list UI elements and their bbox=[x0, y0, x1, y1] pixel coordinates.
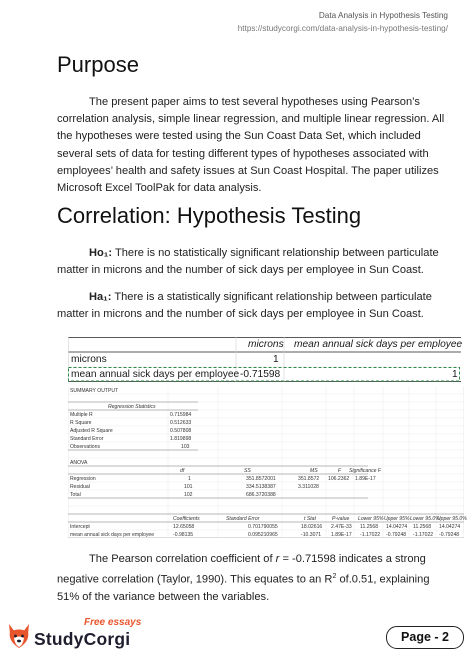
coef-header: Standard Error bbox=[226, 516, 260, 522]
anova-header-f: F bbox=[338, 468, 342, 474]
header-url[interactable]: https://studycorgi.com/data-analysis-in-hypothesis-testing/ bbox=[237, 24, 448, 33]
ho-label: Ho₁: bbox=[89, 247, 113, 259]
reg-stat-label: Multiple R bbox=[70, 412, 93, 418]
corr-row2-val1: -0.71598 bbox=[240, 369, 281, 380]
coef-cell: 2.47E-33 bbox=[331, 524, 352, 530]
coef-header: Coefficients bbox=[173, 516, 200, 522]
anova-header-sig: Significance F bbox=[349, 468, 381, 474]
coef-cell: 14.04274 bbox=[386, 524, 408, 530]
coef-cell: 11.2568 bbox=[413, 524, 432, 530]
coef-cell: 12.65058 bbox=[173, 524, 195, 530]
reg-stat-value: 1.819898 bbox=[170, 436, 192, 442]
anova-header-ss: SS bbox=[244, 468, 251, 474]
anova-cell: 351.8572 bbox=[298, 476, 320, 482]
anova-cell: 1.89E-17 bbox=[355, 476, 376, 482]
anova-cell: 106.2362 bbox=[328, 476, 350, 482]
anova-cell: 686.3720388 bbox=[246, 492, 276, 498]
alt-hypothesis bbox=[57, 289, 445, 323]
summary-title: SUMMARY OUTPUT bbox=[70, 388, 119, 394]
coef-header: P-value bbox=[332, 516, 350, 522]
coef-cell: -1.17022 bbox=[413, 532, 434, 538]
corr-row-sickdays bbox=[68, 367, 461, 382]
corr-col-sickdays: mean annual sick days per employee bbox=[294, 339, 463, 350]
coef-cell: -1.17022 bbox=[360, 532, 381, 538]
reg-stat-label: R Square bbox=[70, 420, 92, 426]
anova-row-label: Total bbox=[70, 492, 81, 498]
coef-cell: 11.2568 bbox=[360, 524, 379, 530]
corr-header-row bbox=[68, 337, 461, 352]
ha-label: Ha₁: bbox=[89, 291, 112, 303]
corr-col-microns: microns bbox=[248, 339, 284, 350]
coef-cell: 14.04274 bbox=[439, 524, 461, 530]
coef-cell: 18.02616 bbox=[301, 524, 323, 530]
corr-row2-label: mean annual sick days per employee bbox=[71, 369, 240, 380]
pearson-text-1: The Pearson correlation coefficient of bbox=[89, 553, 276, 565]
pearson-text-2: = -0.71598 indicates a strong negative correlation (Taylor, 1990). This equates to an R bbox=[57, 553, 426, 586]
reg-stat-value: 0.507808 bbox=[170, 428, 192, 434]
anova-cell: 3.311028 bbox=[298, 484, 319, 490]
reg-stat-label: Adjusted R Square bbox=[70, 428, 113, 434]
anova-header-df: df bbox=[180, 468, 185, 474]
correlation-table bbox=[68, 337, 461, 382]
ho-text: There is no statistically significant relationship between particulate matter in microns and the number of sick days per employee in Sun Coast. bbox=[57, 247, 439, 277]
pearson-r: r bbox=[275, 553, 280, 565]
pearson-text-3: of.0.51, explaining 51% of the variance between the variables. bbox=[57, 573, 430, 604]
coef-header: Upper 95% bbox=[384, 516, 410, 522]
anova-row-label: Regression bbox=[70, 476, 96, 482]
anova-cell: 101 bbox=[184, 484, 193, 490]
coef-cell: -10.3071 bbox=[301, 532, 322, 538]
correlation-heading: Correlation: Hypothesis Testing bbox=[57, 203, 362, 228]
coef-cell: -0.79248 bbox=[386, 532, 407, 538]
header-title: Data Analysis in Hypothesis Testing bbox=[318, 11, 448, 20]
anova-cell: 102 bbox=[184, 492, 193, 498]
anova-cell: 351.8572001 bbox=[246, 476, 276, 482]
brand-name: StudyCorgi bbox=[34, 629, 131, 649]
anova-row-label: Residual bbox=[70, 484, 90, 490]
corr-row-microns bbox=[68, 352, 461, 367]
corr-row1-val: 1 bbox=[273, 354, 279, 365]
coef-header: Lower 95.0% bbox=[410, 516, 440, 522]
coef-cell: -0.98135 bbox=[173, 532, 194, 538]
corr-row2-val2: 1 bbox=[452, 369, 458, 380]
anova-header-ms: MS bbox=[310, 468, 318, 474]
corr-row1-label: microns bbox=[71, 354, 107, 365]
coef-cell: 0.701790055 bbox=[248, 524, 278, 530]
anova-title: ANOVA bbox=[70, 460, 88, 466]
corgi-icon bbox=[6, 621, 32, 649]
coef-header: Upper 95.0% bbox=[437, 516, 467, 522]
coef-cell: 0.095210965 bbox=[248, 532, 278, 538]
studycorgi-logo[interactable] bbox=[6, 617, 154, 650]
ha-text: There is a statistically significant relationship between particulate matter in microns and the number of sick days per employee in Sun Coast. bbox=[57, 291, 432, 321]
coef-header: Lower 95% bbox=[358, 516, 384, 522]
reg-stat-value: 0.715984 bbox=[170, 412, 192, 418]
coef-row-label: mean annual sick days per employee bbox=[70, 532, 155, 538]
anova-cell: 334.5138387 bbox=[246, 484, 276, 490]
coef-header: t Stat bbox=[304, 516, 316, 522]
pearson-sup: 2 bbox=[332, 573, 337, 581]
anova-cell: 1 bbox=[188, 476, 191, 482]
reg-stat-label: Standard Error bbox=[70, 436, 104, 442]
reg-stats-title: Regression Statistics bbox=[108, 404, 156, 410]
pearson-paragraph bbox=[57, 551, 445, 606]
purpose-paragraph: The present paper aims to test several hypotheses using Pearson’s correlation analysis, simple linear regression, and multiple linear regression. All the hypotheses were tested using the Sun Coast Data Set, which included several sets of data for testing different types of hypotheses associated with employees’ health and safety issues at Sun Coast Hospital. The paper utilizes Microsoft Excel ToolPak for data analysis. bbox=[57, 96, 445, 195]
coef-row-label: Intercept bbox=[70, 524, 90, 530]
free-essays-tagline: Free essays bbox=[84, 617, 142, 628]
reg-stat-value: 103 bbox=[181, 444, 190, 450]
page-header bbox=[238, 9, 448, 35]
reg-stat-label: Observations bbox=[70, 444, 101, 450]
null-hypothesis bbox=[57, 245, 445, 279]
coef-cell: -0.79248 bbox=[439, 532, 460, 538]
page-number: Page - 2 bbox=[386, 626, 464, 649]
reg-stat-value: 0.512633 bbox=[170, 420, 192, 426]
purpose-heading: Purpose bbox=[57, 52, 139, 77]
coef-cell: 1.89E-17 bbox=[331, 532, 352, 538]
regression-summary bbox=[68, 386, 467, 538]
